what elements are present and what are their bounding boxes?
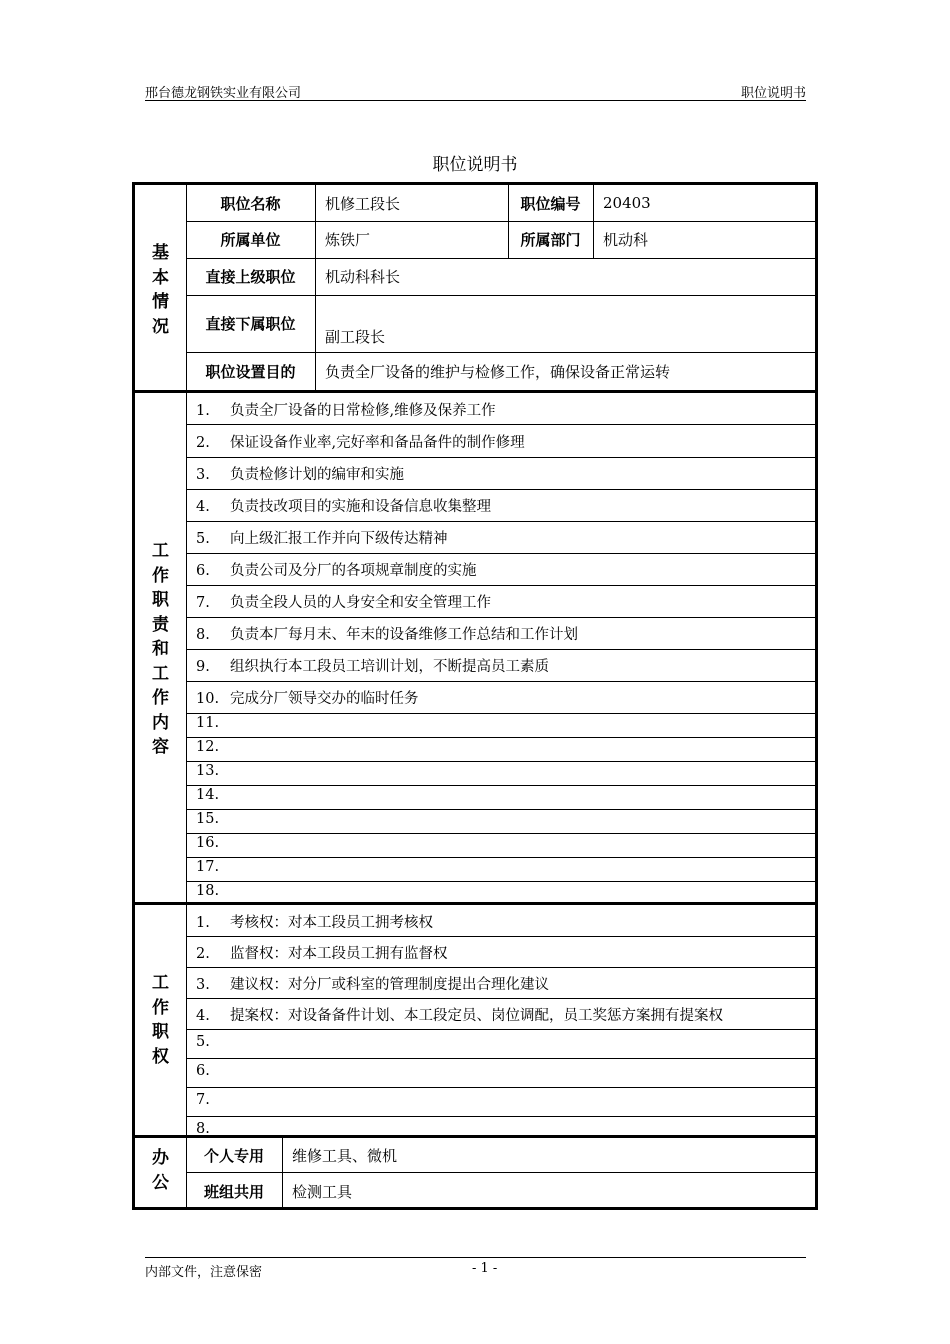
duty-item-text: 组织执行本工段员工培训计划，不断提高员工素质 — [230, 659, 549, 675]
authority-item-row — [196, 1034, 230, 1050]
position-code-value: 20403 — [603, 194, 651, 212]
duty-item-row — [196, 763, 230, 779]
duty-item-row — [196, 811, 230, 827]
duty-item-text: 负责全厂设备的日常检修,维修及保养工作 — [230, 402, 496, 419]
dept-label: 所属部门 — [520, 231, 581, 249]
authority-item-row — [196, 942, 448, 963]
duty-item-row — [196, 655, 549, 676]
duty-item-number: 1. — [196, 402, 210, 419]
authority-item-text: 提案权：对设备备件计划、本工段定员、岗位调配，员工奖惩方案拥有提案权 — [230, 1007, 723, 1024]
duty-item-row — [196, 687, 419, 708]
document-title: 职位说明书 — [432, 155, 518, 175]
dept-value: 机动科 — [603, 231, 649, 249]
duty-item-row — [196, 463, 404, 484]
position-name-label: 职位名称 — [220, 194, 281, 213]
duty-item-number: 8. — [196, 627, 210, 643]
duty-item-number: 16. — [196, 835, 220, 851]
authority-item-number: 2. — [196, 945, 210, 962]
duty-item-row — [196, 495, 491, 516]
authority-item-row — [196, 1092, 230, 1108]
duty-item-number: 2. — [196, 434, 210, 451]
page-header — [145, 80, 806, 101]
section-duties-label: 工 作 职 责 和 工 作 内 容 — [152, 541, 169, 757]
superior-value: 机动科科长 — [325, 268, 401, 286]
authority-item-row — [196, 911, 433, 932]
authority-item-row — [196, 1121, 230, 1137]
shared-use-value: 检测工具 — [292, 1182, 353, 1201]
authority-item-row — [196, 973, 549, 994]
duty-item-text: 负责本厂每月末、年末的设备维修工作总结和工作计划 — [230, 627, 578, 643]
position-name-value: 机修工段长 — [325, 194, 401, 213]
page-footer — [145, 1257, 806, 1280]
duty-item-text: 保证设备作业率,完好率和备品备件的制作修理 — [230, 434, 525, 451]
position-code-label: 职位编号 — [520, 194, 581, 213]
duty-item-row — [196, 715, 230, 731]
section-basic-label: 基 本 情 况 — [152, 243, 169, 337]
duty-item-number: 11. — [196, 715, 220, 731]
duty-item-number: 5. — [196, 531, 210, 547]
duty-item-number: 13. — [196, 763, 220, 779]
subordinate-label: 直接下属职位 — [205, 315, 296, 333]
office-block — [186, 1138, 815, 1210]
superior-label: 直接上级职位 — [205, 268, 296, 286]
duty-item-number: 15. — [196, 811, 220, 827]
duty-item-row — [196, 559, 477, 580]
duty-item-number: 17. — [196, 859, 220, 875]
header-doc-type: 职位说明书 — [740, 86, 806, 101]
authority-item-number: 6. — [196, 1062, 210, 1079]
authority-item-number: 7. — [196, 1091, 210, 1108]
duty-item-row — [196, 591, 491, 612]
authority-item-text: 建议权：对分厂或科室的管理制度提出合理化建议 — [230, 976, 549, 993]
duty-item-number: 3. — [196, 467, 210, 483]
duty-item-number: 9. — [196, 659, 210, 675]
duty-item-text: 负责全段人员的人身安全和安全管理工作 — [230, 595, 491, 611]
unit-label: 所属单位 — [220, 231, 281, 249]
duty-item-row — [196, 623, 578, 644]
footer-note: 内部文件，注意保密 — [145, 1265, 263, 1280]
purpose-value: 负责全厂设备的维护与检修工作，确保设备正常运转 — [325, 362, 671, 381]
section-office-label: 办 公 — [152, 1148, 169, 1193]
job-description-table — [132, 182, 818, 1210]
authority-item-number: 4. — [196, 1007, 210, 1024]
duty-item-text: 向上级汇报工作并向下级传达精神 — [230, 531, 448, 547]
duty-item-row — [196, 835, 230, 851]
duty-item-number: 7. — [196, 595, 210, 611]
authority-item-text: 监督权：对本工段员工拥有监督权 — [230, 945, 448, 962]
authority-item-text: 考核权：对本工段员工拥考核权 — [230, 914, 433, 931]
authority-item-number: 5. — [196, 1033, 210, 1050]
duty-item-row — [196, 431, 525, 452]
basic-info-block — [186, 185, 815, 390]
duty-item-number: 12. — [196, 739, 220, 755]
duty-item-row — [196, 787, 230, 803]
duty-item-number: 10. — [196, 691, 220, 707]
authority-item-row — [196, 1063, 230, 1079]
duty-item-row — [196, 527, 448, 548]
duty-item-number: 18. — [196, 883, 220, 899]
authority-item-number: 8. — [196, 1120, 210, 1137]
duty-item-text: 负责公司及分厂的各项规章制度的实施 — [230, 563, 477, 579]
duty-item-number: 6. — [196, 563, 210, 579]
duty-item-text: 负责检修计划的编审和实施 — [230, 467, 404, 483]
purpose-label: 职位设置目的 — [205, 362, 296, 381]
shared-use-label: 班组共用 — [203, 1182, 264, 1201]
personal-use-value: 维修工具、微机 — [292, 1146, 398, 1165]
unit-value: 炼铁厂 — [325, 231, 371, 249]
authority-item-number: 1. — [196, 914, 210, 931]
header-company: 邢台德龙钢铁实业有限公司 — [145, 86, 302, 101]
subordinate-value: 副工段长 — [325, 327, 386, 346]
duty-item-row — [196, 399, 496, 420]
duty-item-row — [196, 739, 230, 755]
duty-item-number: 14. — [196, 787, 220, 803]
duty-item-row — [196, 859, 230, 875]
duty-item-text: 完成分厂领导交办的临时任务 — [230, 691, 419, 707]
duty-item-text: 负责技改项目的实施和设备信息收集整理 — [230, 499, 491, 515]
duty-item-row — [196, 883, 230, 899]
authority-item-row — [196, 1004, 723, 1025]
page-number: - 1 - — [472, 1261, 498, 1276]
duty-item-number: 4. — [196, 499, 210, 515]
personal-use-label: 个人专用 — [203, 1146, 264, 1165]
section-authority-label: 工 作 职 权 — [152, 973, 169, 1067]
authority-item-number: 3. — [196, 976, 210, 993]
